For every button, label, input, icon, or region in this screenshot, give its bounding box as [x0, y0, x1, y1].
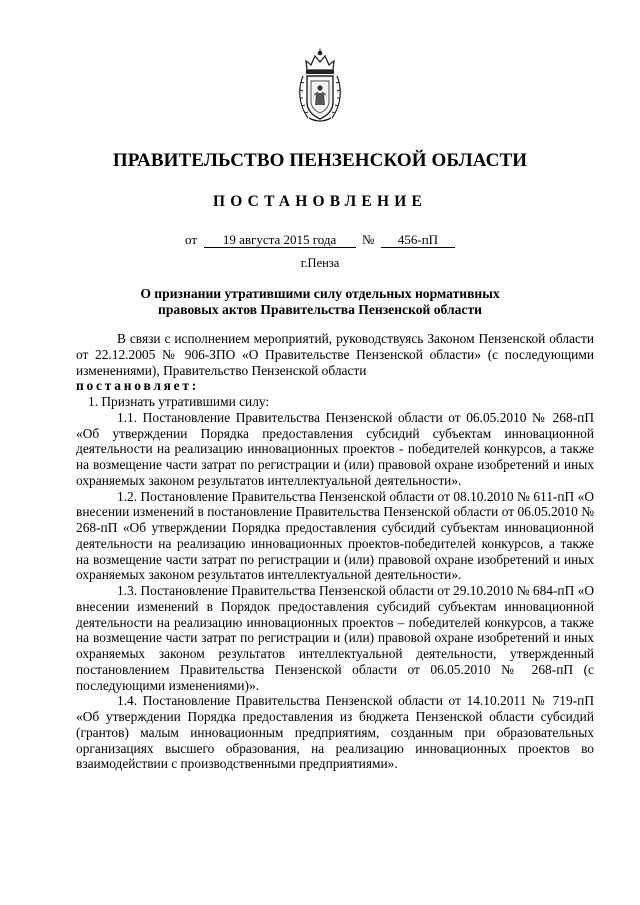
item-1: 1. Признать утратившими силу: [88, 394, 270, 409]
document-number: 456-пП [381, 233, 455, 248]
subject-line-1: О признании утратившими силу отдельных нормативных [140, 286, 500, 301]
date-value: 19 августа 2015 года [204, 233, 356, 248]
date-prefix: от [185, 232, 198, 247]
intro-paragraph: В связи с исполнением мероприятий, руководствуясь Законом Пензенской области от 22.12.2005 № 906-ЗПО «О Правительстве Пензенской области» (с последующими изменениями), Правительство Пензенской области [76, 331, 594, 378]
date-number-line [0, 232, 640, 248]
item-1-1: 1.1. Постановление Правительства Пензенской области от 06.05.2010 № 268-пП «Об утверждении Порядка предоставления субсидий субъектам инновационной деятельности на реализацию инновационных проектов - победителей конкурсов, а также на возмещение части затрат по регистрации и (или) правовой охране изобретений и иных охраняемых законом результатов интеллектуальной деятельности». [76, 409, 594, 488]
city-name: г.Пенза [300, 256, 340, 270]
item-1-4: 1.4. Постановление Правительства Пензенской области от 14.10.2011 № 719-пП «Об утверждении Порядка предоставления из бюджета Пензенской области субсидий (грантов) малым инновационным предприятиям, созданным при образовательных организациях высшего образования, на реализацию инновационных проектов во взаимодействии с производственными предприятиями». [76, 693, 594, 772]
item-1-2: 1.2. Постановление Правительства Пензенской области от 08.10.2010 № 611-пП «О внесении изменений в постановление Правительства Пензенской области от 06.05.2010 № 268-пП «Об утверждении Порядка предоставления субсидий субъектам инновационной деятельности на реализацию инновационных проектов-победителей конкурсов, а также на возмещение части затрат по регистрации и (или) правовой охране изобретений и иных охраняемых законом результатов интеллектуальной деятельности». [76, 488, 594, 583]
coat-of-arms-emblem [297, 48, 343, 124]
organization-title: ПРАВИТЕЛЬСТВО ПЕНЗЕНСКОЙ ОБЛАСТИ [112, 150, 528, 171]
document-body [76, 331, 594, 772]
decree-word: постановляет: [76, 378, 200, 394]
decree-paragraph [76, 378, 594, 394]
subject-heading [0, 286, 640, 318]
number-prefix: № [362, 232, 375, 247]
item-1-3: 1.3. Постановление Правительства Пензенской области от 29.10.2010 № 684-пП «О внесении изменений в Порядок предоставления субсидий субъектам инновационной деятельности на реализацию инновационных проектов – победителей конкурсов, а также на возмещение части затрат по регистрации и (или) правовой охране изобретений и иных охраняемых законом результатов интеллектуальной деятельности, утвержденный постановлением Правительства Пензенской области от 06.05.2010 № 268-пП (с последующими изменениями)». [76, 583, 594, 693]
subject-line-2: правовых актов Правительства Пензенской области [158, 302, 482, 317]
document-type-heading: ПОСТАНОВЛЕНИЕ [212, 193, 428, 210]
